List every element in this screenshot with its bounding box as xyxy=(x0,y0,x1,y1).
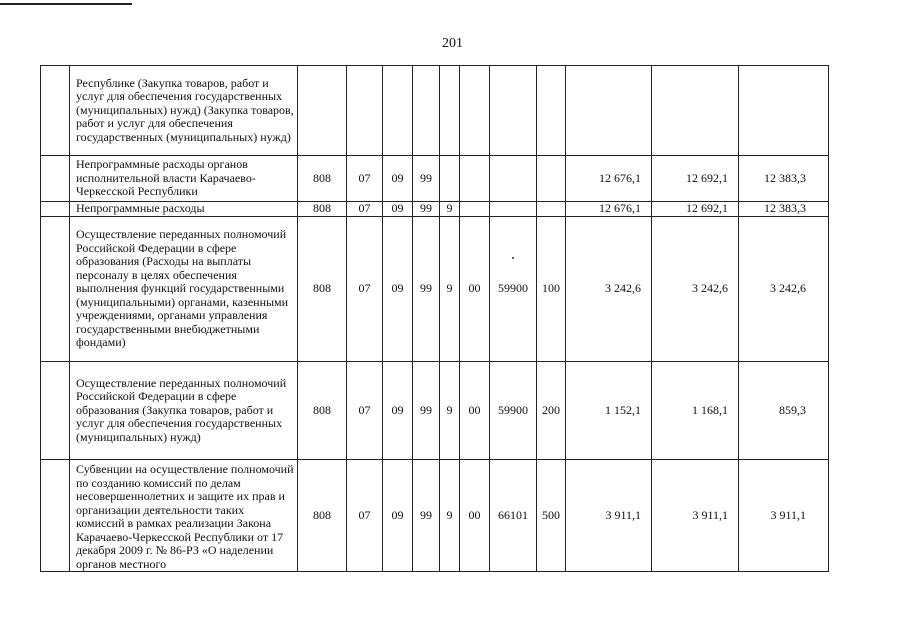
description-cell: Осуществление переданных полномочий Российской Федерации в сфере образования (Расходы на выплаты персоналу в целях обеспечения выполнения функций государственными (муниципальными) органами, казенными учреждениями, органами управления государственными внебюджетными фондами) xyxy=(70,217,298,362)
subsection-cell: 09 xyxy=(383,156,413,202)
program-cell: 99 xyxy=(413,217,440,362)
row-marker-cell xyxy=(41,217,70,362)
description-cell: Непрограммные расходы xyxy=(70,202,298,217)
amount-year3-cell: 859,3 xyxy=(739,362,829,460)
expense-type-cell xyxy=(537,66,566,156)
section-cell: 07 xyxy=(347,217,383,362)
table-row xyxy=(41,66,829,156)
amount-year1-cell xyxy=(566,66,652,156)
direction-cell: 00 xyxy=(460,362,490,460)
program-cell: 99 xyxy=(413,202,440,217)
description-text: Субвенции на осуществление полномочий по созданию комиссий по делам несовершеннолетних и защите их прав и организации деятельности таких комиссий в рамках реализации Закона Карачаево-Черкесской Республики от 17 декабря 2009 г. № 86-РЗ «О наделении органов местного xyxy=(76,462,294,571)
code-cell: 808 xyxy=(298,202,347,217)
top-rule xyxy=(0,3,132,5)
description-cell xyxy=(70,460,298,572)
subprogram-cell: 9 xyxy=(440,362,460,460)
description-cell: Осуществление переданных полномочий Российской Федерации в сфере образования (Закупка товаров, работ и услуг для обеспечения государственных (муниципальных) нужд) xyxy=(70,362,298,460)
amount-year3-cell: 12 383,3 xyxy=(739,156,829,202)
item-cell: 59900 xyxy=(490,362,537,460)
table-row xyxy=(41,362,829,460)
row-marker-cell xyxy=(41,460,70,572)
code-cell: 808 xyxy=(298,362,347,460)
subprogram-cell xyxy=(440,156,460,202)
direction-cell xyxy=(460,156,490,202)
table-row xyxy=(41,217,829,362)
scan-speck xyxy=(512,257,514,259)
row-marker-cell xyxy=(41,156,70,202)
subprogram-cell: 9 xyxy=(440,460,460,572)
amount-year2-cell: 12 692,1 xyxy=(652,202,739,217)
program-cell: 99 xyxy=(413,460,440,572)
amount-year3-cell: 3 242,6 xyxy=(739,217,829,362)
amount-year1-cell: 12 676,1 xyxy=(566,156,652,202)
direction-cell xyxy=(460,66,490,156)
subsection-cell: 09 xyxy=(383,217,413,362)
item-cell: 66101 xyxy=(490,460,537,572)
row-marker-cell xyxy=(41,362,70,460)
amount-year2-cell: 12 692,1 xyxy=(652,156,739,202)
subsection-cell: 09 xyxy=(383,202,413,217)
description-cell: Непрограммные расходы органов исполнительной власти Карачаево-Черкесской Республики xyxy=(70,156,298,202)
amount-year2-cell: 1 168,1 xyxy=(652,362,739,460)
section-cell xyxy=(347,66,383,156)
amount-year1-cell: 12 676,1 xyxy=(566,202,652,217)
subsection-cell: 09 xyxy=(383,460,413,572)
program-cell xyxy=(413,66,440,156)
description-clip xyxy=(76,460,295,571)
direction-cell xyxy=(460,202,490,217)
item-cell xyxy=(490,66,537,156)
table-row xyxy=(41,460,829,572)
table-row xyxy=(41,202,829,217)
section-cell: 07 xyxy=(347,202,383,217)
amount-year1-cell: 3 911,1 xyxy=(566,460,652,572)
subsection-cell: 09 xyxy=(383,362,413,460)
section-cell: 07 xyxy=(347,156,383,202)
program-cell: 99 xyxy=(413,156,440,202)
expense-type-cell: 100 xyxy=(537,217,566,362)
expense-type-cell xyxy=(537,156,566,202)
subprogram-cell: 9 xyxy=(440,217,460,362)
code-cell: 808 xyxy=(298,156,347,202)
page-number: 201 xyxy=(442,36,463,51)
item-cell xyxy=(490,156,537,202)
expense-type-cell: 200 xyxy=(537,362,566,460)
row-marker-cell xyxy=(41,66,70,156)
item-cell xyxy=(490,202,537,217)
budget-table xyxy=(40,65,829,572)
amount-year1-cell: 1 152,1 xyxy=(566,362,652,460)
subsection-cell xyxy=(383,66,413,156)
direction-cell: 00 xyxy=(460,460,490,572)
subprogram-cell: 9 xyxy=(440,202,460,217)
direction-cell: 00 xyxy=(460,217,490,362)
table-row xyxy=(41,156,829,202)
expense-type-cell xyxy=(537,202,566,217)
amount-year1-cell: 3 242,6 xyxy=(566,217,652,362)
description-cell: Республике (Закупка товаров, работ и услуг для обеспечения государственных (муниципальных) нужд) (Закупка товаров, работ и услуг для обеспечения государственных (муниципальных) нужд) xyxy=(70,66,298,156)
amount-year3-cell xyxy=(739,66,829,156)
subprogram-cell xyxy=(440,66,460,156)
amount-year3-cell: 3 911,1 xyxy=(739,460,829,572)
code-cell xyxy=(298,66,347,156)
item-cell: 59900 xyxy=(490,217,537,362)
amount-year2-cell xyxy=(652,66,739,156)
code-cell: 808 xyxy=(298,460,347,572)
amount-year2-cell: 3 242,6 xyxy=(652,217,739,362)
expense-type-cell: 500 xyxy=(537,460,566,572)
code-cell: 808 xyxy=(298,217,347,362)
amount-year3-cell: 12 383,3 xyxy=(739,202,829,217)
program-cell: 99 xyxy=(413,362,440,460)
section-cell: 07 xyxy=(347,460,383,572)
amount-year2-cell: 3 911,1 xyxy=(652,460,739,572)
row-marker-cell xyxy=(41,202,70,217)
section-cell: 07 xyxy=(347,362,383,460)
